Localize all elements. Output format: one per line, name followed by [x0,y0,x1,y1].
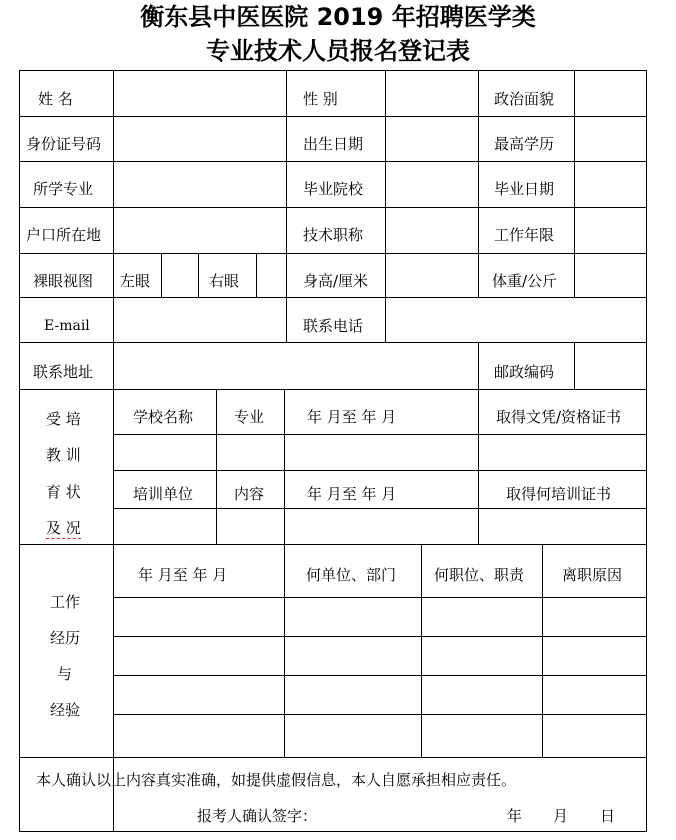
education-side-line-2: 教 训 [46,446,81,464]
col-line [421,544,422,757]
col-line [216,389,217,544]
label-gender: 性 别 [303,90,338,108]
email-field[interactable] [114,298,285,342]
political-status-field[interactable] [575,71,645,115]
table-left-border [19,70,20,832]
education-side-line-4: 及 况 [46,519,81,537]
signature-label: 报考人确认签字： [197,807,318,825]
hukou-field[interactable] [114,208,285,252]
label-birth-date: 出生日期 [303,135,364,153]
table-right-border [646,70,647,832]
label-height: 身高/厘米 [303,272,369,290]
gender-field[interactable] [386,71,477,115]
label-right-eye: 右眼 [209,272,240,290]
date-day-label: 日 [600,807,616,825]
address-field[interactable] [114,343,477,388]
header-certificate: 取得文凭/资格证书 [496,408,622,426]
label-address: 联系地址 [33,363,94,381]
label-highest-education: 最高学历 [494,135,555,153]
work-header-position: 何职位、职责 [434,566,525,584]
label-major: 所学专业 [33,180,94,198]
label-id-number: 身份证号码 [26,135,102,153]
label-graduation-date: 毕业日期 [494,180,555,198]
height-field[interactable] [386,254,477,297]
label-name: 姓 名 [38,90,73,108]
label-left-eye: 左眼 [120,272,151,290]
work-header-reason: 离职原因 [562,566,623,584]
phone-field[interactable] [386,298,645,342]
work-years-field[interactable] [575,208,645,252]
header-training-content: 内容 [234,485,265,503]
form-title-line2: 专业技术人员报名登记表 [206,37,470,65]
technical-title-field[interactable] [386,208,477,252]
row-line [113,636,646,637]
row-line [113,470,646,471]
weight-field[interactable] [575,254,645,297]
work-side-line-1: 工作 [50,593,81,611]
col-line [478,342,479,389]
label-political-status: 政治面貌 [494,90,555,108]
date-year-label: 年 [507,807,523,825]
row-line [113,597,646,598]
label-hukou: 户口所在地 [26,226,102,244]
birth-date-field[interactable] [386,117,477,160]
row-line [19,757,646,758]
school-field[interactable] [386,162,477,206]
col-line [478,70,479,298]
col-line [113,389,114,832]
signature-field[interactable] [330,800,490,828]
col-line [542,544,543,757]
postcode-field[interactable] [575,343,645,388]
education-side-line-3: 育 状 [46,483,81,501]
label-vision: 裸眼视图 [33,272,94,290]
row-line [113,508,646,509]
col-line [286,70,287,298]
row-line [113,434,646,435]
label-technical-title: 技术职称 [303,226,364,244]
left-eye-field[interactable] [162,254,197,297]
right-eye-field[interactable] [257,254,285,297]
work-header-unit: 何单位、部门 [306,566,397,584]
declaration-text: 本人确认以上内容真实准确，如提供虚假信息，本人自愿承担相应责任。 [36,771,517,789]
id-number-field[interactable] [114,117,285,160]
header-school-name: 学校名称 [133,408,194,426]
header-training-period: 年 月至 年 月 [307,485,397,503]
header-study-period: 年 月至 年 月 [307,408,397,426]
col-line [284,544,285,757]
col-line [198,253,199,298]
form-title-line1: 衡东县中医医院 2019 年招聘医学类 [140,3,536,31]
major-field[interactable] [114,162,285,206]
label-graduate-school: 毕业院校 [303,180,364,198]
header-training-unit: 培训单位 [133,485,194,503]
col-line [284,389,285,544]
label-postcode: 邮政编码 [494,363,555,381]
name-field[interactable] [114,71,285,115]
col-line [478,389,479,544]
date-month-label: 月 [553,807,569,825]
label-email: E-mail [44,318,90,334]
work-header-period: 年 月至 年 月 [138,566,228,584]
work-side-line-3: 与 [57,665,73,683]
work-side-line-2: 经历 [50,629,81,647]
label-phone: 联系电话 [303,317,364,335]
row-line [113,675,646,676]
label-weight: 体重/公斤 [492,272,558,290]
label-work-years: 工作年限 [494,226,555,244]
work-side-line-4: 经验 [50,701,81,719]
graduation-date-field[interactable] [575,162,645,206]
education-field[interactable] [575,117,645,160]
header-training-certificate: 取得何培训证书 [506,485,612,503]
education-side-line-1: 受 培 [46,410,81,428]
col-line [286,297,287,343]
header-specialty: 专业 [234,408,265,426]
row-line [113,714,646,715]
